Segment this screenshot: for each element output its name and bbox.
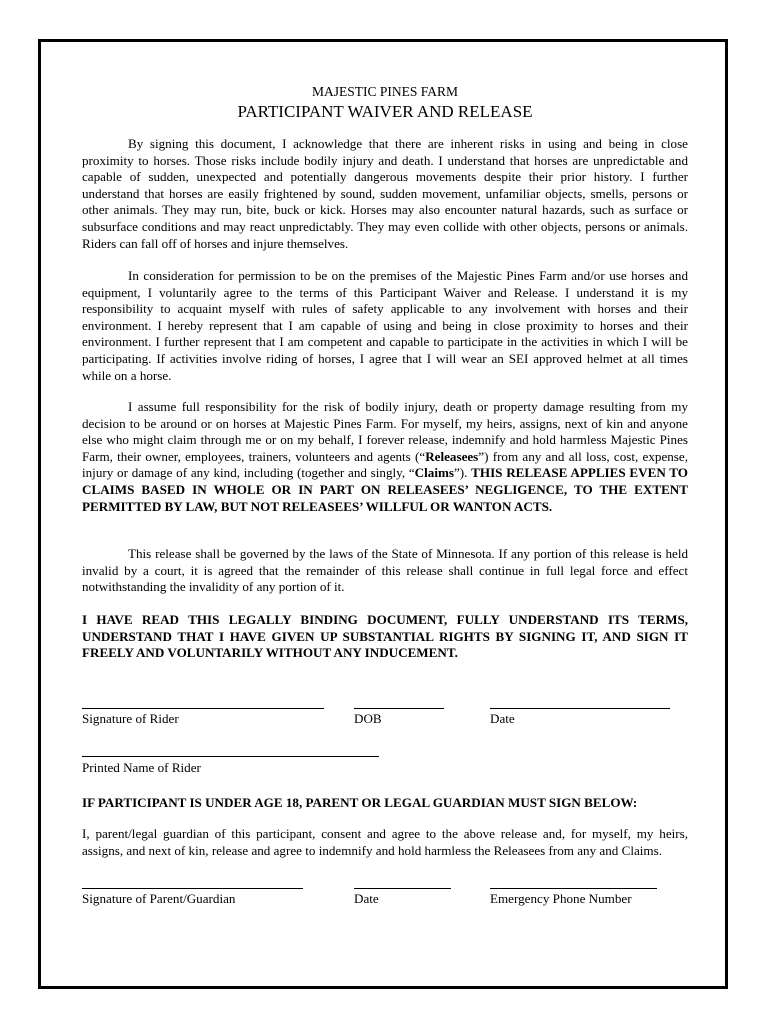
guardian-signature-line[interactable] (82, 888, 303, 889)
claims-term: Claims (414, 465, 454, 481)
rider-dob-label: DOB (354, 711, 382, 726)
release-caps-clause: THIS RELEASE APPLIES EVEN TO CLAIMS BASED IN WHOLE OR IN PART ON RELEASEES’ NEGLIGENCE, TO THE EXTENT PERMITTED BY LAW, BUT NOT RELEASEES’ WILLFUL OR WANTON ACTS. (82, 465, 688, 514)
governing-law-paragraph: This release shall be governed by the laws of the State of Minnesota. If any portion of this release is held invalid by a court, it is agreed that the remainder of this release shall continue in full legal force and effect notwithstanding the invalidity of any portion of it. (82, 546, 688, 595)
consideration-paragraph: In consideration for permission to be on the premises of the Majestic Pines Farm and/or use horses and equipment, I voluntarily agree to the terms of this Participant Waiver and Release. I understand it is my responsibility to acquaint myself with rules of safety applicable to any involvement with horses and their environment. I hereby represent that I am capable of using and being in close proximity to horses and their environment. I further represent that I am competent and capable to participate in the activities in which I will be participating. If activities involve riding of horses, I agree that I will wear an SEI approved helmet at all times while on a horse. (82, 268, 688, 383)
rider-date-label: Date (490, 711, 515, 726)
release-text-b: ”) from any and all loss, cost, expense, injury or damage of any kind, including (together and singly, “ (82, 448, 688, 481)
emergency-phone-line[interactable] (490, 888, 657, 889)
printed-name-line[interactable] (82, 756, 379, 757)
printed-name-label: Printed Name of Rider (82, 760, 201, 775)
rider-signature-label: Signature of Rider (82, 711, 179, 726)
document-title: PARTICIPANT WAIVER AND RELEASE (237, 102, 533, 121)
farm-name: MAJESTIC PINES FARM (311, 84, 459, 99)
rider-signature-line[interactable] (82, 708, 324, 709)
acknowledgement-statement: I HAVE READ THIS LEGALLY BINDING DOCUMENT, FULLY UNDERSTAND ITS TERMS, UNDERSTAND THAT I HAVE GIVEN UP SUBSTANTIAL RIGHTS BY SIGNING IT, AND SIGN IT FREELY AND VOLUNTARILY WITHOUT ANY INDUCEMENT. (82, 612, 688, 661)
guardian-date-line[interactable] (354, 888, 451, 889)
release-text-a: I assume full responsibility for the risk of bodily injury, death or property damage resulting from my decision to be around or on horses at Majestic Pines Farm. For myself, my heirs, assigns, next of kin and anyone else who might claim through me or on my behalf, I forever release, indemnify and hold harmless Majestic Pines Farm, their owner, employees, trainers, volunteers and agents (“ (82, 399, 688, 464)
guardian-signature-label: Signature of Parent/Guardian (82, 891, 236, 906)
guardian-heading: IF PARTICIPANT IS UNDER AGE 18, PARENT OR LEGAL GUARDIAN MUST SIGN BELOW: (82, 795, 638, 810)
releasees-term: Releasees (425, 448, 479, 464)
emergency-phone-label: Emergency Phone Number (490, 891, 632, 906)
rider-dob-line[interactable] (354, 708, 444, 709)
guardian-date-label: Date (354, 891, 379, 906)
release-paragraph (82, 399, 688, 515)
guardian-consent: I, parent/legal guardian of this participant, consent and agree to the above release and, for myself, my heirs, assigns, and next of kin, release and agree to indemnify and hold harmless the Releasees from any and Claims. (82, 826, 688, 858)
release-text-c: ”). (453, 465, 472, 481)
rider-date-line[interactable] (490, 708, 670, 709)
risk-paragraph: By signing this document, I acknowledge that there are inherent risks in using and being in close proximity to horses. Those risks include bodily injury and death. I understand that horses are unpredictable and capable of sudden, unexpected and potentially dangerous movements despite their prior history. I further understand that horses are easily frightened by sound, sudden movement, unfamiliar objects, smells, persons or other animals. They may run, bite, buck or kick. Horses may also encounter natural hazards, such as surface or subsurface conditions and may react unpredictably. They may even collide with other objects, persons or animals. Riders can fall off of horses and injure themselves. (82, 136, 688, 251)
